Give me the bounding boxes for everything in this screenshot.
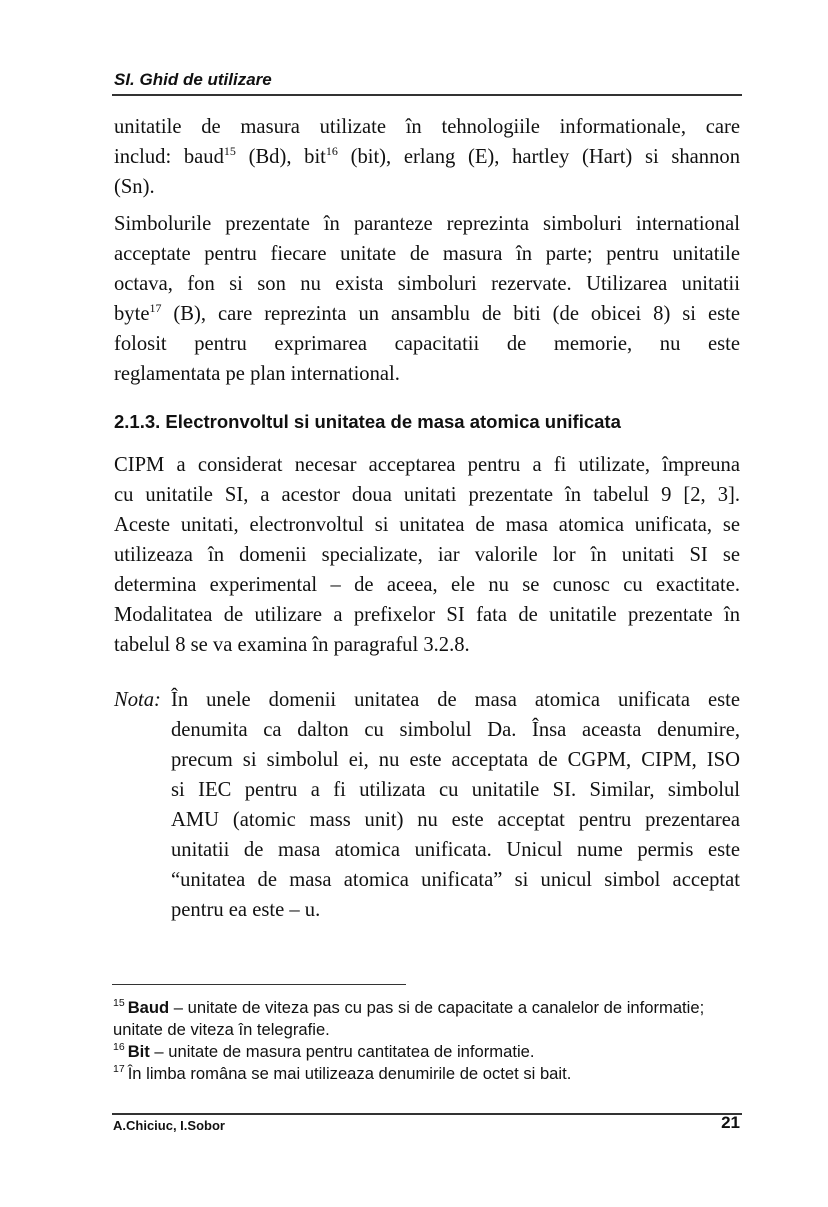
text-line (114, 172, 740, 202)
text-run: folosit pentru exprimarea capacitatii de memorie, nu este (114, 333, 740, 355)
text-run: (Bd), bit (235, 146, 326, 168)
text-line: În unele domenii unitatea de masa atomica unificata este (171, 689, 740, 711)
text-run: octava, fon si son nu exista simboluri rezervate. Utilizarea unitatii (114, 273, 740, 295)
footnote-16 (113, 1041, 743, 1063)
text-run: acceptate pentru fiecare unitate de masura în parte; pentru unitatile (114, 243, 740, 265)
text-line (114, 112, 740, 142)
text-run: (bit), erlang (E), hartley (Hart) si shannon (337, 146, 740, 168)
text-line (114, 269, 740, 299)
footnote-ref-17[interactable]: 17 (149, 301, 162, 315)
footnote-term: Bit (127, 1042, 150, 1061)
text-line (114, 510, 740, 540)
section-heading: 2.1.3. Electronvoltul si unitatea de masa atomica unificata (114, 411, 621, 432)
paragraph-units-it (114, 112, 740, 202)
header-rule (112, 94, 742, 96)
footnote-text: În limba româna se mai utilizeaza denumirile de octet si bait. (127, 1064, 572, 1083)
text-run: Simbolurile prezentate în paranteze reprezinta simboluri international (114, 213, 740, 235)
footnote-17 (113, 1063, 743, 1085)
footnote-ref-16[interactable]: 16 (325, 144, 338, 158)
text-line (114, 450, 740, 480)
text-line (114, 540, 740, 570)
text-run: Modalitatea de utilizare a prefixelor SI fata de unitatile prezentate în (114, 604, 740, 626)
text-line (114, 142, 740, 172)
page-number: 21 (721, 1113, 740, 1132)
paragraph-symbols (114, 209, 740, 389)
text-run: Aceste unitati, electronvoltul si unitatea de masa atomica unificata, se (114, 514, 740, 536)
footnote-15 (113, 997, 743, 1041)
text-run: (B), care reprezinta un ansamblu de biti (de obicei 8) si este (161, 303, 740, 325)
text-line (114, 299, 740, 329)
paragraph-cipm (114, 450, 740, 660)
text-line (114, 570, 740, 600)
text-run: unitatile de masura utilizate în tehnologiile informationale, care (114, 116, 740, 138)
text-line: precum si simbolul ei, nu este acceptata de CGPM, CIPM, ISO (171, 749, 740, 771)
text-line: pentru ea este – u. (171, 899, 321, 921)
text-line (114, 239, 740, 269)
footnote-number: 15 (113, 997, 125, 1009)
text-line (114, 329, 740, 359)
text-line: AMU (atomic mass unit) nu este acceptat pentru prezentarea (171, 809, 740, 831)
footnote-text: – unitate de viteza pas cu pas si de capacitate a canalelor de informatie; unitate de viteza în telegrafie. (113, 998, 705, 1039)
footnote-number: 16 (113, 1041, 125, 1053)
text-run: (Sn). (114, 176, 155, 198)
text-line: unitatii de masa atomica unificata. Unicul nume permis este (171, 839, 740, 861)
text-run: tabelul 8 se va examina în paragraful 3.2.8. (114, 634, 470, 656)
text-run: includ: baud (114, 146, 224, 168)
text-line (114, 209, 740, 239)
text-run: cu unitatile SI, a acestor doua unitati prezentate în tabelul 9 [2, 3]. (114, 484, 740, 506)
footnote-term: Baud (127, 998, 170, 1017)
footnotes (113, 997, 743, 1085)
footer-authors: A.Chiciuc, I.Sobor (113, 1118, 225, 1133)
footnote-separator (112, 984, 406, 985)
text-run: byte (114, 303, 150, 325)
running-header-title: SI. Ghid de utilizare (114, 70, 272, 89)
text-line: “unitatea de masa atomica unificata” si unicul simbol acceptat (171, 869, 740, 891)
text-run: CIPM a considerat necesar acceptarea pentru a fi utilizate, împreuna (114, 454, 740, 476)
footer-rule (112, 1113, 742, 1115)
text-line: denumita ca dalton cu simbolul Da. Însa aceasta denumire, (171, 719, 740, 741)
text-line: si IEC pentru a fi utilizata cu unitatile SI. Similar, simbolul (171, 779, 740, 801)
text-line (114, 480, 740, 510)
footnote-number: 17 (113, 1063, 125, 1075)
text-line (114, 600, 740, 630)
text-line (114, 359, 740, 389)
note-label: Nota: (114, 689, 161, 711)
note-body (171, 685, 740, 925)
text-run: reglamentata pe plan international. (114, 363, 400, 385)
text-run: determina experimental – de aceea, ele nu se cunosc cu exactitate. (114, 574, 740, 596)
text-line (114, 630, 740, 660)
footnote-ref-15[interactable]: 15 (223, 144, 236, 158)
text-run: utilizeaza în domenii specializate, iar valorile lor în unitati SI se (114, 544, 740, 566)
footnote-text: – unitate de masura pentru cantitatea de informatie. (149, 1042, 535, 1061)
